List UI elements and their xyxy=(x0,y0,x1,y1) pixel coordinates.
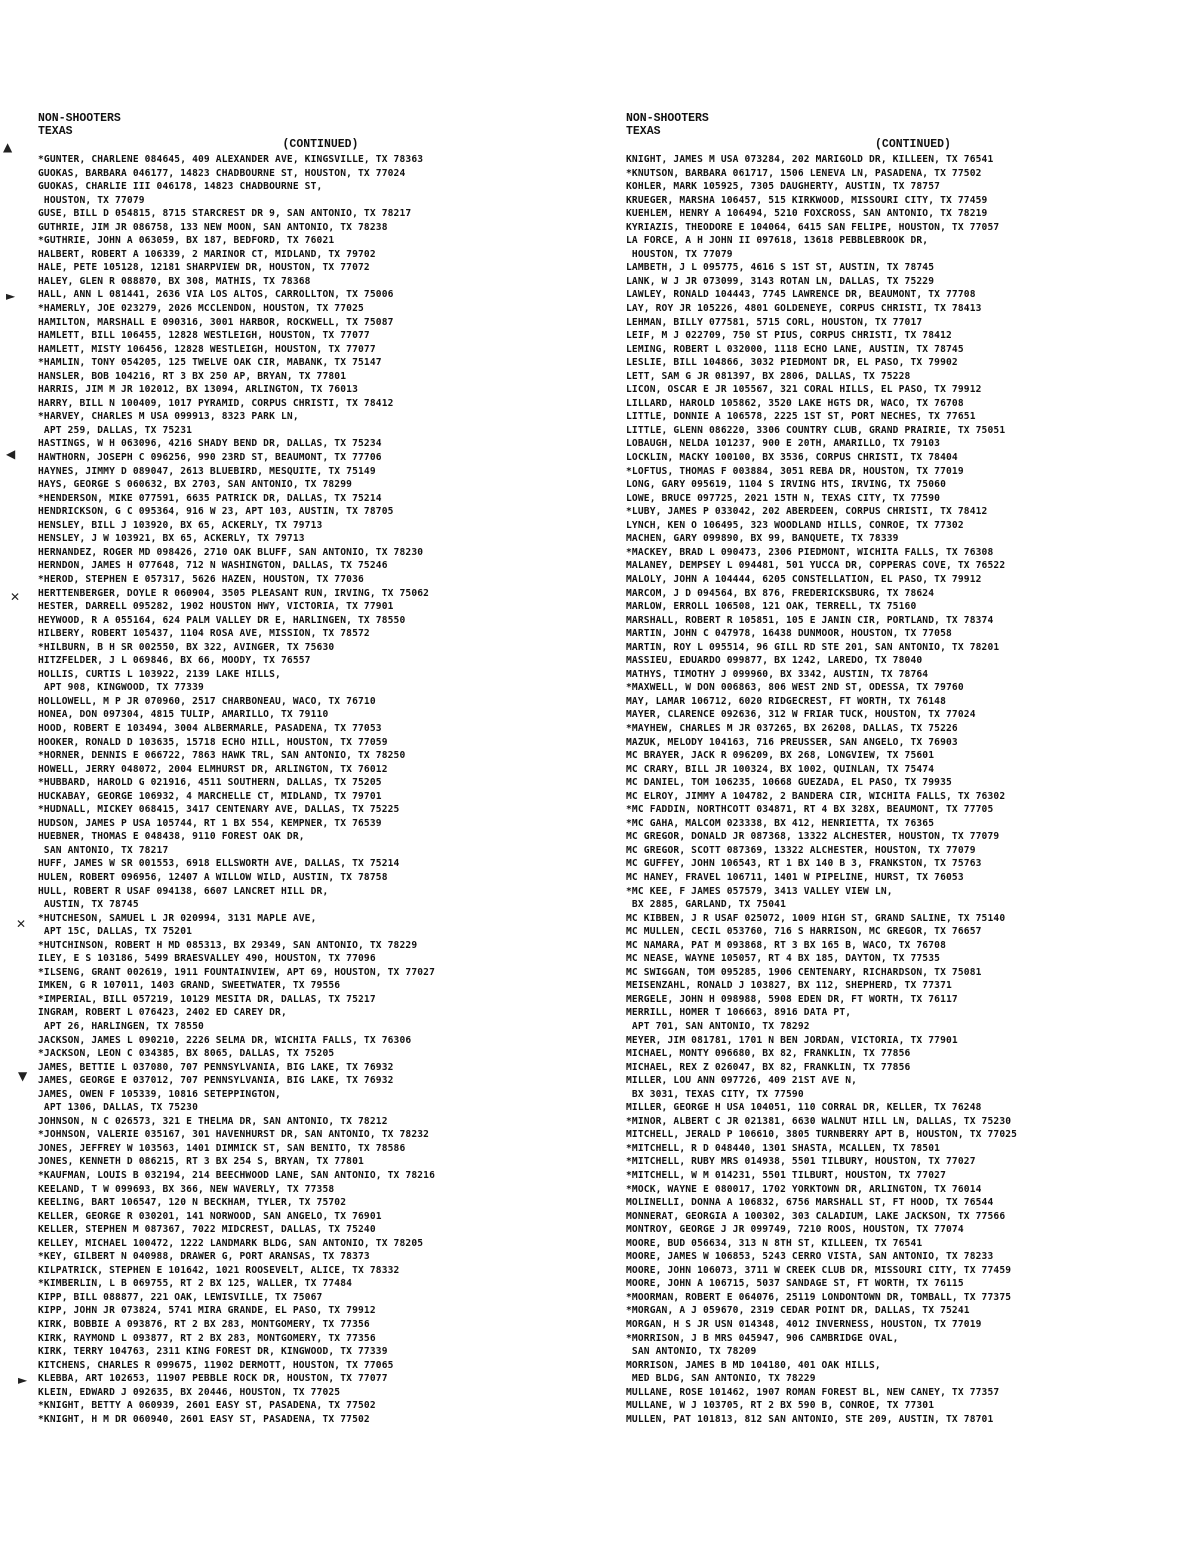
directory-entry: LEHMAN, BILLY 077581, 5715 CORL, HOUSTON, TX 77017 xyxy=(626,316,923,328)
margin-mark: ✕ xyxy=(16,917,27,931)
directory-entry: *MAXWELL, W DON 006863, 806 WEST 2ND ST, ODESSA, TX 79760 xyxy=(626,682,964,694)
directory-entry: HERTTENBERGER, DOYLE R 060904, 3505 PLEASANT RUN, IRVING, TX 75062 xyxy=(38,587,430,599)
directory-entry: MC NEASE, WAYNE 105057, RT 4 BX 185, DAYTON, TX 77535 xyxy=(626,953,941,965)
directory-entry: HESTER, DARRELL 095282, 1902 HOUSTON HWY, VICTORIA, TX 77901 xyxy=(38,601,394,613)
right-column xyxy=(626,112,1200,1426)
directory-entry: BX 2885, GARLAND, TX 75041 xyxy=(626,899,786,911)
directory-entry: LESLIE, BILL 104866, 3032 PIEDMONT DR, EL PASO, TX 79902 xyxy=(626,357,958,369)
directory-entry: HOLLIS, CURTIS L 103922, 2139 LAKE HILLS, xyxy=(38,668,281,680)
directory-entry: MARCOM, J D 094564, BX 876, FREDERICKSBURG, TX 78624 xyxy=(626,587,935,599)
directory-entry: JAMES, BETTIE L 037080, 707 PENNSYLVANIA, BIG LAKE, TX 76932 xyxy=(38,1061,394,1073)
directory-entry: KUEHLEM, HENRY A 106494, 5210 FOXCROSS, SAN ANTONIO, TX 78219 xyxy=(626,208,988,220)
directory-entry: HALL, ANN L 081441, 2636 VIA LOS ALTOS, CARROLLTON, TX 75006 xyxy=(38,289,394,301)
directory-entry: HARRIS, JIM M JR 102012, BX 13094, ARLINGTON, TX 76013 xyxy=(38,384,358,396)
directory-entry: *MOORMAN, ROBERT E 064076, 25119 LONDONTOWN DR, TOMBALL, TX 77375 xyxy=(626,1291,1012,1303)
margin-mark: ✕ xyxy=(10,590,21,604)
directory-entry: JONES, KENNETH D 086215, RT 3 BX 254 S, BRYAN, TX 77801 xyxy=(38,1156,364,1168)
section-title: NON-SHOOTERS xyxy=(38,112,121,125)
directory-entry: MOORE, JOHN A 106715, 5037 SANDAGE ST, FT WORTH, TX 76115 xyxy=(626,1278,964,1290)
directory-entry: MALANEY, DEMPSEY L 094481, 501 YUCCA DR, COPPERAS COVE, TX 76522 xyxy=(626,560,1006,572)
directory-entry: *MC KEE, F JAMES 057579, 3413 VALLEY VIEW LN, xyxy=(626,885,893,897)
directory-entry: *JACKSON, LEON C 034385, BX 8065, DALLAS, TX 75205 xyxy=(38,1048,335,1060)
directory-entry: HOUSTON, TX 77079 xyxy=(38,194,145,206)
directory-entry: *MITCHELL, W M 014231, 5501 TILBURT, HOUSTON, TX 77027 xyxy=(626,1170,946,1182)
directory-entry: HANSLER, BOB 104216, RT 3 BX 250 AP, BRYAN, TX 77801 xyxy=(38,370,347,382)
directory-entry: MASSIEU, EDUARDO 099877, BX 1242, LAREDO, TX 78040 xyxy=(626,655,923,667)
directory-entry: *ILSENG, GRANT 002619, 1911 FOUNTAINVIEW, APT 69, HOUSTON, TX 77027 xyxy=(38,966,436,978)
directory-entry: LICON, OSCAR E JR 105567, 321 CORAL HILLS, EL PASO, TX 79912 xyxy=(626,384,982,396)
directory-entry: MACHEN, GARY 099890, BX 99, BANQUETE, TX 78339 xyxy=(626,533,899,545)
directory-entry: *MORRISON, J B MRS 045947, 906 CAMBRIDGE OVAL, xyxy=(626,1332,899,1344)
directory-entry: LILLARD, HAROLD 105862, 3520 LAKE HGTS DR, WACO, TX 76708 xyxy=(626,397,964,409)
margin-mark: ▼ xyxy=(18,1069,28,1083)
directory-entry: IMKEN, G R 107011, 1403 GRAND, SWEETWATER, TX 79556 xyxy=(38,980,341,992)
directory-entry: *KAUFMAN, LOUIS B 032194, 214 BEECHWOOD LANE, SAN ANTONIO, TX 78216 xyxy=(38,1170,436,1182)
directory-entry: HALBERT, ROBERT A 106339, 2 MARINOR CT, MIDLAND, TX 79702 xyxy=(38,248,376,260)
directory-entry: JAMES, GEORGE E 037012, 707 PENNSYLVANIA, BIG LAKE, TX 76932 xyxy=(38,1075,394,1087)
directory-entry: MOORE, BUD 056634, 313 N 8TH ST, KILLEEN, TX 76541 xyxy=(626,1237,923,1249)
directory-entry: KIPP, JOHN JR 073824, 5741 MIRA GRANDE, EL PASO, TX 79912 xyxy=(38,1305,376,1317)
directory-entry: *LOFTUS, THOMAS F 003884, 3051 REBA DR, HOUSTON, TX 77019 xyxy=(626,465,964,477)
directory-entry: HONEA, DON 097304, 4815 TULIP, AMARILLO, TX 79110 xyxy=(38,709,329,721)
directory-entry: HERNANDEZ, ROGER MD 098426, 2710 OAK BLUFF, SAN ANTONIO, TX 78230 xyxy=(38,546,424,558)
directory-entry: INGRAM, ROBERT L 076423, 2402 ED CAREY DR, xyxy=(38,1007,287,1019)
directory-entry: MONNERAT, GEORGIA A 100302, 303 CALADIUM, LAKE JACKSON, TX 77566 xyxy=(626,1210,1006,1222)
directory-entry: MC CRARY, BILL JR 100324, BX 1002, QUINLAN, TX 75474 xyxy=(626,763,935,775)
directory-entry: JONES, JEFFREY W 103563, 1401 DIMMICK ST, SAN BENITO, TX 78586 xyxy=(38,1142,406,1154)
directory-entry: KIPP, BILL 088877, 221 OAK, LEWISVILLE, TX 75067 xyxy=(38,1291,323,1303)
directory-entry: *KNUTSON, BARBARA 061717, 1506 LENEVA LN, PASADENA, TX 77502 xyxy=(626,167,982,179)
directory-entry: MARTIN, JOHN C 047978, 16438 DUNMOOR, HOUSTON, TX 77058 xyxy=(626,628,952,640)
directory-entry: LYNCH, KEN O 106495, 323 WOODLAND HILLS, CONROE, TX 77302 xyxy=(626,519,964,531)
directory-entry: MULLEN, PAT 101813, 812 SAN ANTONIO, STE 209, AUSTIN, TX 78701 xyxy=(626,1413,994,1425)
directory-entry: KILPATRICK, STEPHEN E 101642, 1021 ROOSEVELT, ALICE, TX 78332 xyxy=(38,1264,400,1276)
directory-entry: SAN ANTONIO, TX 78217 xyxy=(38,844,169,856)
directory-entry: HAYS, GEORGE S 060632, BX 2703, SAN ANTONIO, TX 78299 xyxy=(38,479,353,491)
directory-entry: *HEROD, STEPHEN E 057317, 5626 HAZEN, HOUSTON, TX 77036 xyxy=(38,573,364,585)
directory-entry: *KNIGHT, BETTY A 060939, 2601 EASY ST, PASADENA, TX 77502 xyxy=(38,1400,376,1412)
directory-entry: *MC FADDIN, NORTHCOTT 034871, RT 4 BX 328X, BEAUMONT, TX 77705 xyxy=(626,804,994,816)
directory-entry: HITZFELDER, J L 069846, BX 66, MOODY, TX 76557 xyxy=(38,655,311,667)
directory-entry: MATHYS, TIMOTHY J 099960, BX 3342, AUSTIN, TX 78764 xyxy=(626,668,929,680)
directory-entry: KIRK, BOBBIE A 093876, RT 2 BX 283, MONTGOMERY, TX 77356 xyxy=(38,1319,370,1331)
directory-entry: MORRISON, JAMES B MD 104180, 401 OAK HILLS, xyxy=(626,1359,881,1371)
directory-entry: MULLANE, W J 103705, RT 2 BX 590 B, CONROE, TX 77301 xyxy=(626,1400,935,1412)
directory-entry: MC SWIGGAN, TOM 095285, 1906 CENTENARY, RICHARDSON, TX 75081 xyxy=(626,966,982,978)
directory-entry: *HORNER, DENNIS E 066722, 7863 HAWK TRL, SAN ANTONIO, TX 78250 xyxy=(38,750,406,762)
directory-entry: MOLINELLI, DONNA A 106832, 6756 MARSHALL ST, FT HOOD, TX 76544 xyxy=(626,1197,994,1209)
directory-entry: KELLEY, MICHAEL 100472, 1222 LANDMARK BLDG, SAN ANTONIO, TX 78205 xyxy=(38,1237,424,1249)
directory-entry: *MACKEY, BRAD L 090473, 2306 PIEDMONT, WICHITA FALLS, TX 76308 xyxy=(626,546,994,558)
directory-entry: GUTHRIE, JIM JR 086758, 133 NEW MOON, SAN ANTONIO, TX 78238 xyxy=(38,221,388,233)
directory-entry: HENSLEY, J W 103921, BX 65, ACKERLY, TX 79713 xyxy=(38,533,305,545)
directory-entry: LANK, W J JR 073099, 3143 ROTAN LN, DALLAS, TX 75229 xyxy=(626,275,935,287)
directory-entry: HERNDON, JAMES H 077648, 712 N WASHINGTON, DALLAS, TX 75246 xyxy=(38,560,388,572)
directory-entry: LITTLE, DONNIE A 106578, 2225 1ST ST, PORT NECHES, TX 77651 xyxy=(626,411,976,423)
entry-list xyxy=(626,153,1200,1426)
directory-entry: JOHNSON, N C 026573, 321 E THELMA DR, SAN ANTONIO, TX 78212 xyxy=(38,1115,388,1127)
directory-entry: MARTIN, ROY L 095514, 96 GILL RD STE 201, SAN ANTONIO, TX 78201 xyxy=(626,641,1000,653)
directory-entry: *HUDNALL, MICKEY 068415, 3417 CENTENARY AVE, DALLAS, TX 75225 xyxy=(38,804,400,816)
directory-entry: HOLLOWELL, M P JR 070960, 2517 CHARBONEAU, WACO, TX 76710 xyxy=(38,695,376,707)
directory-entry: MAYER, CLARENCE 092636, 312 W FRIAR TUCK, HOUSTON, TX 77024 xyxy=(626,709,976,721)
directory-entry: HILBERY, ROBERT 105437, 1104 ROSA AVE, MISSION, TX 78572 xyxy=(38,628,370,640)
directory-entry: HARRY, BILL N 100409, 1017 PYRAMID, CORPUS CHRISTI, TX 78412 xyxy=(38,397,394,409)
directory-entry: *IMPERIAL, BILL 057219, 10129 MESITA DR, DALLAS, TX 75217 xyxy=(38,993,376,1005)
directory-entry: HAWTHORN, JOSEPH C 096256, 990 23RD ST, BEAUMONT, TX 77706 xyxy=(38,452,382,464)
directory-entry: MC ELROY, JIMMY A 104782, 2 BANDERA CIR, WICHITA FALLS, TX 76302 xyxy=(626,790,1006,802)
directory-entry: GUSE, BILL D 054815, 8715 STARCREST DR 9, SAN ANTONIO, TX 78217 xyxy=(38,208,412,220)
directory-entry: MILLER, LOU ANN 097726, 409 21ST AVE N, xyxy=(626,1075,858,1087)
continued-label: (CONTINUED) xyxy=(282,138,359,151)
directory-entry: KLEBBA, ART 102653, 11907 PEBBLE ROCK DR, HOUSTON, TX 77077 xyxy=(38,1373,388,1385)
directory-entry: APT 908, KINGWOOD, TX 77339 xyxy=(38,682,204,694)
directory-entry: APT 259, DALLAS, TX 75231 xyxy=(38,424,193,436)
directory-entry: LOBAUGH, NELDA 101237, 900 E 20TH, AMARILLO, TX 79103 xyxy=(626,438,941,450)
directory-entry: MED BLDG, SAN ANTONIO, TX 78229 xyxy=(626,1373,816,1385)
directory-entry: GUOKAS, CHARLIE III 046178, 14823 CHADBOURNE ST, xyxy=(38,181,323,193)
directory-entry: *HARVEY, CHARLES M USA 099913, 8323 PARK LN, xyxy=(38,411,299,423)
directory-entry: *MC GAHA, MALCOM 023338, BX 412, HENRIETTA, TX 76365 xyxy=(626,817,935,829)
directory-entry: MERGELE, JOHN H 098988, 5908 EDEN DR, FT WORTH, TX 76117 xyxy=(626,993,958,1005)
directory-entry: HULEN, ROBERT 096956, 12407 A WILLOW WILD, AUSTIN, TX 78758 xyxy=(38,871,388,883)
directory-entry: *MINOR, ALBERT C JR 021381, 6630 WALNUT HILL LN, DALLAS, TX 75230 xyxy=(626,1115,1012,1127)
directory-entry: LITTLE, GLENN 086220, 3306 COUNTRY CLUB, GRAND PRAIRIE, TX 75051 xyxy=(626,424,1006,436)
state-heading: TEXAS xyxy=(38,125,73,138)
directory-entry: GUOKAS, BARBARA 046177, 14823 CHADBOURNE ST, HOUSTON, TX 77024 xyxy=(38,167,406,179)
directory-entry: APT 15C, DALLAS, TX 75201 xyxy=(38,926,193,938)
directory-entry: KEELAND, T W 099693, BX 366, NEW WAVERLY, TX 77358 xyxy=(38,1183,335,1195)
directory-entry: MC NAMARA, PAT M 093868, RT 3 BX 165 B, WACO, TX 76708 xyxy=(626,939,946,951)
directory-entry: *KNIGHT, H M DR 060940, 2601 EASY ST, PASADENA, TX 77502 xyxy=(38,1413,370,1425)
directory-entry: MC GREGOR, SCOTT 087369, 13322 ALCHESTER, HOUSTON, TX 77079 xyxy=(626,844,976,856)
directory-entry: HEYWOOD, R A 055164, 624 PALM VALLEY DR E, HARLINGEN, TX 78550 xyxy=(38,614,406,626)
directory-entry: *MITCHELL, R D 048440, 1301 SHASTA, MCALLEN, TX 78501 xyxy=(626,1142,941,1154)
state-heading: TEXAS xyxy=(626,125,661,138)
directory-entry: MALOLY, JOHN A 104444, 6205 CONSTELLATION, EL PASO, TX 79912 xyxy=(626,573,982,585)
directory-entry: KIRK, TERRY 104763, 2311 KING FOREST DR, KINGWOOD, TX 77339 xyxy=(38,1346,388,1358)
directory-entry: HALE, PETE 105128, 12181 SHARPVIEW DR, HOUSTON, TX 77072 xyxy=(38,262,370,274)
directory-entry: MC GREGOR, DONALD JR 087368, 13322 ALCHESTER, HOUSTON, TX 77079 xyxy=(626,831,1000,843)
directory-entry: MOORE, JAMES W 106853, 5243 CERRO VISTA, SAN ANTONIO, TX 78233 xyxy=(626,1251,994,1263)
directory-entry: HOWELL, JERRY 048072, 2004 ELMHURST DR, ARLINGTON, TX 76012 xyxy=(38,763,388,775)
directory-entry: KNIGHT, JAMES M USA 073284, 202 MARIGOLD DR, KILLEEN, TX 76541 xyxy=(626,154,994,165)
directory-entry: *MAYHEW, CHARLES M JR 037265, BX 26208, DALLAS, TX 75226 xyxy=(626,722,958,734)
directory-entry: HUEBNER, THOMAS E 048438, 9110 FOREST OAK DR, xyxy=(38,831,305,843)
directory-entry: HAMLETT, MISTY 106456, 12828 WESTLEIGH, HOUSTON, TX 77077 xyxy=(38,343,376,355)
directory-entry: *KEY, GILBERT N 040988, DRAWER G, PORT ARANSAS, TX 78373 xyxy=(38,1251,370,1263)
continued-label: (CONTINUED) xyxy=(875,138,951,151)
directory-entry: MICHAEL, MONTY 096680, BX 82, FRANKLIN, TX 77856 xyxy=(626,1048,911,1060)
directory-entry: *GUTHRIE, JOHN A 063059, BX 187, BEDFORD, TX 76021 xyxy=(38,235,335,247)
directory-entry: KRUEGER, MARSHA 106457, 515 KIRKWOOD, MISSOURI CITY, TX 77459 xyxy=(626,194,988,206)
directory-entry: MORGAN, H S JR USN 014348, 4012 INVERNESS, HOUSTON, TX 77019 xyxy=(626,1319,982,1331)
directory-entry: HUDSON, JAMES P USA 105744, RT 1 BX 554, KEMPNER, TX 76539 xyxy=(38,817,382,829)
directory-entry: LEIF, M J 022709, 750 ST PIUS, CORPUS CHRISTI, TX 78412 xyxy=(626,330,952,342)
directory-entry: MARSHALL, ROBERT R 105851, 105 E JANIN CIR, PORTLAND, TX 78374 xyxy=(626,614,994,626)
directory-entry: *MOCK, WAYNE E 080017, 1702 YORKTOWN DR, ARLINGTON, TX 76014 xyxy=(626,1183,982,1195)
directory-entry: HENDRICKSON, G C 095364, 916 W 23, APT 103, AUSTIN, TX 78705 xyxy=(38,506,394,518)
directory-entry: LETT, SAM G JR 081397, BX 2806, DALLAS, TX 75228 xyxy=(626,370,911,382)
directory-entry: LAY, ROY JR 105226, 4801 GOLDENEYE, CORPUS CHRISTI, TX 78413 xyxy=(626,303,982,315)
directory-entry: HUCKABAY, GEORGE 106932, 4 MARCHELLE CT, MIDLAND, TX 79701 xyxy=(38,790,382,802)
directory-entry: MICHAEL, REX Z 026047, BX 82, FRANKLIN, TX 77856 xyxy=(626,1061,911,1073)
directory-entry: MULLANE, ROSE 101462, 1907 ROMAN FOREST BL, NEW CANEY, TX 77357 xyxy=(626,1386,1000,1398)
directory-entry: LAWLEY, RONALD 104443, 7745 LAWRENCE DR, BEAUMONT, TX 77708 xyxy=(626,289,976,301)
directory-entry: AUSTIN, TX 78745 xyxy=(38,899,139,911)
left-column xyxy=(38,112,603,1426)
directory-entry: HENSLEY, BILL J 103920, BX 65, ACKERLY, TX 79713 xyxy=(38,519,323,531)
directory-entry: MC HANEY, FRAVEL 106711, 1401 W PIPELINE, HURST, TX 76053 xyxy=(626,871,964,883)
directory-entry: MAZUK, MELODY 104163, 716 PREUSSER, SAN ANGELO, TX 76903 xyxy=(626,736,958,748)
directory-entry: MARLOW, ERROLL 106508, 121 OAK, TERRELL, TX 75160 xyxy=(626,601,917,613)
margin-mark: ▲ xyxy=(3,140,13,154)
directory-entry: MC DANIEL, TOM 106235, 10668 GUEZADA, EL PASO, TX 79935 xyxy=(626,777,952,789)
directory-entry: KELLER, STEPHEN M 087367, 7022 MIDCREST, DALLAS, TX 75240 xyxy=(38,1224,376,1236)
margin-mark: ► xyxy=(6,289,16,303)
directory-entry: MEYER, JIM 081781, 1701 N BEN JORDAN, VICTORIA, TX 77901 xyxy=(626,1034,958,1046)
directory-entry: MC KIBBEN, J R USAF 025072, 1009 HIGH ST, GRAND SALINE, TX 75140 xyxy=(626,912,1006,924)
directory-entry: HOOKER, RONALD D 103635, 15718 ECHO HILL, HOUSTON, TX 77059 xyxy=(38,736,388,748)
directory-entry: *HUTCHESON, SAMUEL L JR 020994, 3131 MAPLE AVE, xyxy=(38,912,317,924)
directory-entry: HUFF, JAMES W SR 001553, 6918 ELLSWORTH AVE, DALLAS, TX 75214 xyxy=(38,858,400,870)
directory-entry: HALEY, GLEN R 088870, BX 308, MATHIS, TX 78368 xyxy=(38,275,311,287)
directory-entry: *HILBURN, B H SR 002550, BX 322, AVINGER, TX 75630 xyxy=(38,641,335,653)
directory-entry: MILLER, GEORGE H USA 104051, 110 CORRAL DR, KELLER, TX 76248 xyxy=(626,1102,982,1114)
section-title: NON-SHOOTERS xyxy=(626,112,709,125)
directory-entry: JACKSON, JAMES L 090210, 2226 SELMA DR, WICHITA FALLS, TX 76306 xyxy=(38,1034,412,1046)
directory-entry: *JOHNSON, VALERIE 035167, 301 HAVENHURST DR, SAN ANTONIO, TX 78232 xyxy=(38,1129,430,1141)
directory-entry: JAMES, OWEN F 105339, 10816 SETEPPINGTON, xyxy=(38,1088,281,1100)
directory-entry: KLEIN, EDWARD J 092635, BX 20446, HOUSTON, TX 77025 xyxy=(38,1386,341,1398)
directory-entry: LAMBETH, J L 095775, 4616 S 1ST ST, AUSTIN, TX 78745 xyxy=(626,262,935,274)
directory-entry: MAY, LAMAR 106712, 6020 RIDGECREST, FT WORTH, TX 76148 xyxy=(626,695,946,707)
directory-entry: KYRIAZIS, THEODORE E 104064, 6415 SAN FELIPE, HOUSTON, TX 77057 xyxy=(626,221,1000,233)
entry-list xyxy=(38,153,603,1426)
directory-entry: KITCHENS, CHARLES R 099675, 11902 DERMOTT, HOUSTON, TX 77065 xyxy=(38,1359,394,1371)
directory-entry: HASTINGS, W H 063096, 4216 SHADY BEND DR, DALLAS, TX 75234 xyxy=(38,438,382,450)
directory-entry: LA FORCE, A H JOHN II 097618, 13618 PEBBLEBROOK DR, xyxy=(626,235,929,247)
directory-entry: LONG, GARY 095619, 1104 S IRVING HTS, IRVING, TX 75060 xyxy=(626,479,946,491)
directory-entry: APT 701, SAN ANTONIO, TX 78292 xyxy=(626,1021,810,1032)
directory-entry: HAMLETT, BILL 106455, 12828 WESTLEIGH, HOUSTON, TX 77077 xyxy=(38,330,370,342)
directory-entry: MERRILL, HOMER T 106663, 8916 DATA PT, xyxy=(626,1007,852,1019)
directory-entry: MC BRAYER, JACK R 096209, BX 268, LONGVIEW, TX 75601 xyxy=(626,750,935,762)
directory-entry: *HUTCHINSON, ROBERT H MD 085313, BX 29349, SAN ANTONIO, TX 78229 xyxy=(38,939,418,951)
directory-entry: HULL, ROBERT R USAF 094138, 6607 LANCRET HILL DR, xyxy=(38,885,329,897)
directory-entry: *MITCHELL, RUBY MRS 014938, 5501 TILBURY, HOUSTON, TX 77027 xyxy=(626,1156,976,1168)
directory-entry: BX 3031, TEXAS CITY, TX 77590 xyxy=(626,1088,804,1100)
directory-entry: APT 26, HARLINGEN, TX 78550 xyxy=(38,1021,204,1032)
margin-mark: ◀ xyxy=(6,447,16,461)
directory-entry: KELLER, GEORGE R 030201, 141 NORWOOD, SAN ANGELO, TX 76901 xyxy=(38,1210,382,1222)
directory-entry: MITCHELL, JERALD P 106610, 3805 TURNBERRY APT B, HOUSTON, TX 77025 xyxy=(626,1129,1018,1141)
directory-entry: HOOD, ROBERT E 103494, 3004 ALBERMARLE, PASADENA, TX 77053 xyxy=(38,722,382,734)
directory-entry: *KIMBERLIN, L B 069755, RT 2 BX 125, WALLER, TX 77484 xyxy=(38,1278,353,1290)
margin-mark: ► xyxy=(18,1373,28,1387)
directory-entry: SAN ANTONIO, TX 78209 xyxy=(626,1346,757,1358)
directory-entry: LOCKLIN, MACKY 100100, BX 3536, CORPUS CHRISTI, TX 78404 xyxy=(626,452,958,464)
directory-entry: MONTROY, GEORGE J JR 099749, 7210 ROOS, HOUSTON, TX 77074 xyxy=(626,1224,964,1236)
directory-entry: APT 1306, DALLAS, TX 75230 xyxy=(38,1102,198,1114)
directory-entry: *HAMLIN, TONY 054205, 125 TWELVE OAK CIR, MABANK, TX 75147 xyxy=(38,357,382,369)
directory-entry: KEELING, BART 106547, 120 N BECKHAM, TYLER, TX 75702 xyxy=(38,1197,347,1209)
directory-entry: MOORE, JOHN 106073, 3711 W CREEK CLUB DR, MISSOURI CITY, TX 77459 xyxy=(626,1264,1012,1276)
directory-entry: KIRK, RAYMOND L 093877, RT 2 BX 283, MONTGOMERY, TX 77356 xyxy=(38,1332,376,1344)
directory-entry: *GUNTER, CHARLENE 084645, 409 ALEXANDER AVE, KINGSVILLE, TX 78363 xyxy=(38,154,424,165)
directory-entry: HAMILTON, MARSHALL E 090316, 3001 HARBOR, ROCKWELL, TX 75087 xyxy=(38,316,394,328)
directory-entry: *LUBY, JAMES P 033042, 202 ABERDEEN, CORPUS CHRISTI, TX 78412 xyxy=(626,506,988,518)
directory-entry: KOHLER, MARK 105925, 7305 DAUGHERTY, AUSTIN, TX 78757 xyxy=(626,181,941,193)
directory-entry: ILEY, E S 103186, 5499 BRAESVALLEY 490, HOUSTON, TX 77096 xyxy=(38,953,376,965)
directory-entry: MEISENZAHL, RONALD J 103827, BX 112, SHEPHERD, TX 77371 xyxy=(626,980,952,992)
directory-entry: *HUBBARD, HAROLD G 021916, 4511 SOUTHERN, DALLAS, TX 75205 xyxy=(38,777,382,789)
directory-entry: LOWE, BRUCE 097725, 2021 15TH N, TEXAS CITY, TX 77590 xyxy=(626,492,941,504)
directory-entry: MC GUFFEY, JOHN 106543, RT 1 BX 140 B 3, FRANKSTON, TX 75763 xyxy=(626,858,982,870)
directory-entry: *HENDERSON, MIKE 077591, 6635 PATRICK DR, DALLAS, TX 75214 xyxy=(38,492,382,504)
directory-entry: *MORGAN, A J 059670, 2319 CEDAR POINT DR, DALLAS, TX 75241 xyxy=(626,1305,970,1317)
directory-entry: *HAMERLY, JOE 023279, 2026 MCCLENDON, HOUSTON, TX 77025 xyxy=(38,303,364,315)
directory-entry: HOUSTON, TX 77079 xyxy=(626,248,733,260)
directory-entry: MC MULLEN, CECIL 053760, 716 S HARRISON, MC GREGOR, TX 76657 xyxy=(626,926,982,938)
directory-entry: LEMING, ROBERT L 032000, 1118 ECHO LANE, AUSTIN, TX 78745 xyxy=(626,343,964,355)
directory-entry: HAYNES, JIMMY D 089047, 2613 BLUEBIRD, MESQUITE, TX 75149 xyxy=(38,465,376,477)
